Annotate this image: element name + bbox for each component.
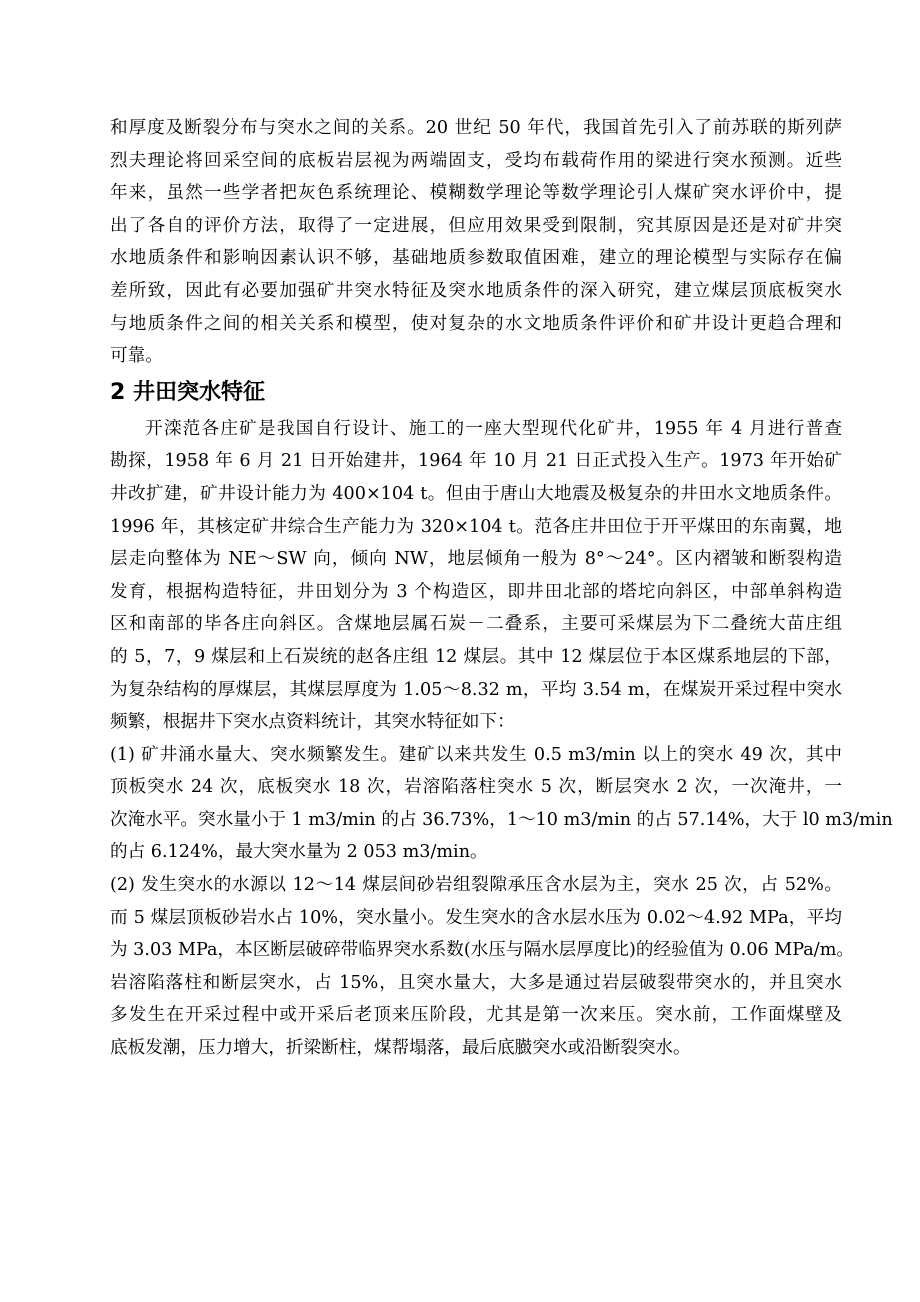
text-line: 勘探，1958 年 6 月 21 日开始建井，1964 年 10 月 21 日正式投入生产。1973 年开始矿 <box>110 451 842 472</box>
text-line: 为复杂结构的厚煤层，其煤层厚度为 1.05～8.32 m，平均 3.54 m，在煤炭开采过程中突水 <box>110 679 842 700</box>
text-line: 而 5 煤层顶板砂岩水占 10%，突水量小。发生突水的含水层水压为 0.02～4.92 MPa，平均 <box>110 907 842 928</box>
text-line: 为 3.03 MPa，本区断层破碎带临界突水系数(水压与隔水层厚度比)的经验值为 0.06 MPa/m。 <box>110 940 854 961</box>
text-line: 年来，虽然一些学者把灰色系统理论、模糊数学理论等数学理论引人煤矿突水评价中，提 <box>110 183 842 204</box>
text-line: 和厚度及断裂分布与突水之间的关系。20 世纪 50 年代，我国首先引入了前苏联的斯列萨 <box>110 118 842 138</box>
text-line: 顶板突水 24 次，底板突水 18 次，岩溶陷落柱突水 5 次，断层突水 2 次，一次淹井，一 <box>110 777 842 798</box>
text-line: 1996 年，其核定矿井综合生产能力为 320×104 t。范各庄井田位于开平煤田的东南翼，地 <box>110 516 842 537</box>
page-body <box>110 112 893 1065</box>
list-item-2 <box>110 869 854 1065</box>
text-line: 烈夫理论将回采空间的底板岩层视为两端固支，受均布载荷作用的梁进行突水预测。近些 <box>110 150 842 171</box>
text-line: 水地质条件和影响因素认识不够，基础地质参数取值困难，建立的理论模型与实际存在偏 <box>110 248 842 269</box>
paragraph-intro-continued <box>110 112 842 373</box>
text-line: 次淹水平。突水量小于 1 m3/min 的占 36.73%，1～10 m3/min 的占 57.14%，大于 l0 m3/min <box>110 809 893 830</box>
paragraph-mine-overview <box>110 413 842 739</box>
text-line: 层走向整体为 NE～SW 向，倾向 NW，地层倾角一般为 8°～24°。区内褶皱和断裂构造 <box>110 549 842 570</box>
text-line: 井改扩建，矿井设计能力为 400×104 t。但由于唐山大地震及极复杂的井田水文地质条件。 <box>110 483 842 504</box>
text-line: 出了各自的评价方法，取得了一定进展，但应用效果受到限制，究其原因是还是对矿井突 <box>110 215 842 236</box>
text-line: (2) 发生突水的水源以 12～14 煤层间砂岩组裂隙承压含水层为主，突水 25 次，占 52%。 <box>110 875 842 896</box>
section-heading: 2 井田突水特征 <box>110 379 265 405</box>
text-line: 差所致，因此有必要加强矿井突水特征及突水地质条件的深入研究，建立煤层顶底板突水 <box>110 280 842 301</box>
text-line: 区和南部的毕各庄向斜区。含煤地层属石炭－二叠系，主要可采煤层为下二叠统大苗庄组 <box>110 614 842 635</box>
text-line: 多发生在开采过程中或开采后老顶来压阶段，尤其是第一次来压。突水前，工作面煤壁及 <box>110 1005 842 1026</box>
text-line: 开滦范各庄矿是我国自行设计、施工的一座大型现代化矿井，1955 年 4 月进行普查 <box>145 418 842 439</box>
text-line: 发育，根据构造特征，井田划分为 3 个构造区，即井田北部的塔坨向斜区，中部单斜构造 <box>110 581 842 602</box>
text-line: 的 5，7，9 煤层和上石炭统的赵各庄组 12 煤层。其中 12 煤层位于本区煤系地层的下部， <box>110 646 842 667</box>
text-line: 底板发潮，压力增大，折梁断柱，煤帮塌落，最后底臌突水或沿断裂突水。 <box>110 1038 691 1059</box>
text-line: (1) 矿井涌水量大、突水频繁发生。建矿以来共发生 0.5 m3/min 以上的突水 49 次，其中 <box>110 744 842 765</box>
text-line: 岩溶陷落柱和断层突水，占 15%，且突水量大，大多是通过岩层破裂带突水的，并且突水 <box>110 972 842 993</box>
text-line: 可靠。 <box>110 346 163 367</box>
text-line: 的占 6.124%，最大突水量为 2 053 m3/min。 <box>110 842 488 863</box>
text-line: 与地质条件之间的相关关系和模型，使对复杂的水文地质条件评价和矿井设计更趋合理和 <box>110 313 842 334</box>
list-item-1 <box>110 739 893 869</box>
text-line: 频繁，根据井下突水点资料统计，其突水特征如下： <box>110 712 515 733</box>
